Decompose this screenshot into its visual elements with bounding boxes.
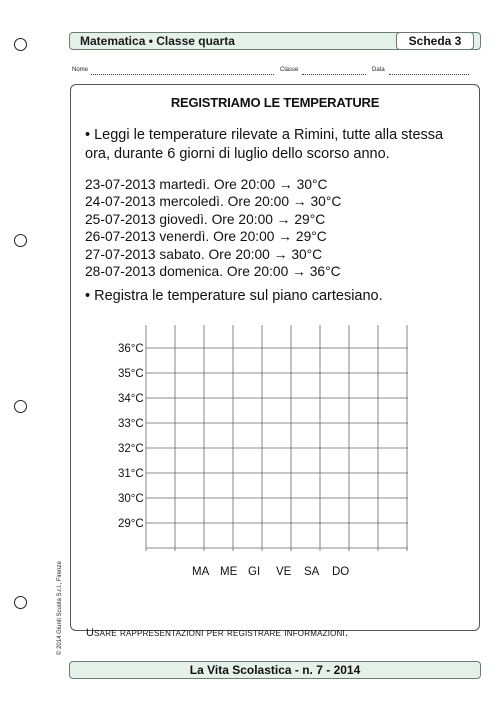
cartesian-grid (118, 325, 408, 585)
class-field[interactable] (302, 74, 366, 75)
binder-hole (14, 596, 27, 609)
x-tick-label: DO (332, 566, 350, 578)
y-tick-label: 33°C (118, 418, 144, 430)
y-tick-label: 30°C (118, 493, 144, 505)
sheet-number: Scheda 3 (396, 32, 474, 50)
reading-item: 27-07-2013 sabato. Ore 20:00 → 30°C (85, 246, 323, 262)
readings-list (85, 176, 341, 280)
instruction-2: • Registra le temperature sul piano cartesiano. (85, 288, 383, 304)
grid-lines (146, 325, 408, 551)
class-label: Classe (280, 67, 299, 73)
name-label: Nome (72, 67, 89, 73)
y-tick-label: 29°C (118, 518, 144, 530)
date-field[interactable] (389, 74, 469, 75)
date-label: Data (372, 67, 385, 73)
y-tick-label: 35°C (118, 368, 144, 380)
instruction-1-line-1: • Leggi le temperature rilevate a Rimini, tutte alla stessa (85, 127, 444, 143)
footer-bar: La Vita Scolastica - n. 7 - 2014 (69, 661, 481, 679)
reading-item: 24-07-2013 mercoledì. Ore 20:00 → 30°C (85, 194, 342, 210)
header-bar (69, 32, 481, 50)
y-tick-label: 34°C (118, 393, 144, 405)
x-tick-label: VE (276, 566, 292, 578)
x-tick-label: SA (304, 566, 320, 578)
instruction-1-line-2: ora, durante 6 giorni di luglio dello scorso anno. (85, 146, 390, 162)
x-tick-label: ME (220, 566, 238, 578)
reading-item: 28-07-2013 domenica. Ore 20:00 → 36°C (85, 264, 341, 280)
reading-item: 26-07-2013 venerdì. Ore 20:00 → 29°C (85, 229, 327, 245)
y-tick-label: 31°C (118, 468, 144, 480)
copyright-notice: © 2014 Giunti Scuola S.r.l., Firenze (57, 561, 63, 655)
y-tick-label: 36°C (118, 343, 144, 355)
subject-label: Matematica • Classe quarta (80, 34, 235, 48)
binder-hole (14, 38, 27, 51)
reading-item: 23-07-2013 martedì. Ore 20:00 → 30°C (85, 177, 328, 192)
binder-hole (14, 400, 27, 413)
reading-item: 25-07-2013 giovedì. Ore 20:00 → 29°C (85, 211, 326, 227)
x-tick-label: MA (192, 566, 210, 578)
name-field[interactable] (91, 74, 274, 75)
x-axis-labels (192, 566, 349, 578)
footnote: Usare rappresentazioni per registrare informazioni. (86, 627, 349, 639)
y-tick-label: 32°C (118, 443, 144, 455)
y-axis-labels (118, 343, 144, 530)
x-tick-label: GI (248, 566, 261, 578)
exercise-title: REGISTRIAMO LE TEMPERATURE (170, 95, 380, 110)
binder-hole (14, 234, 27, 247)
